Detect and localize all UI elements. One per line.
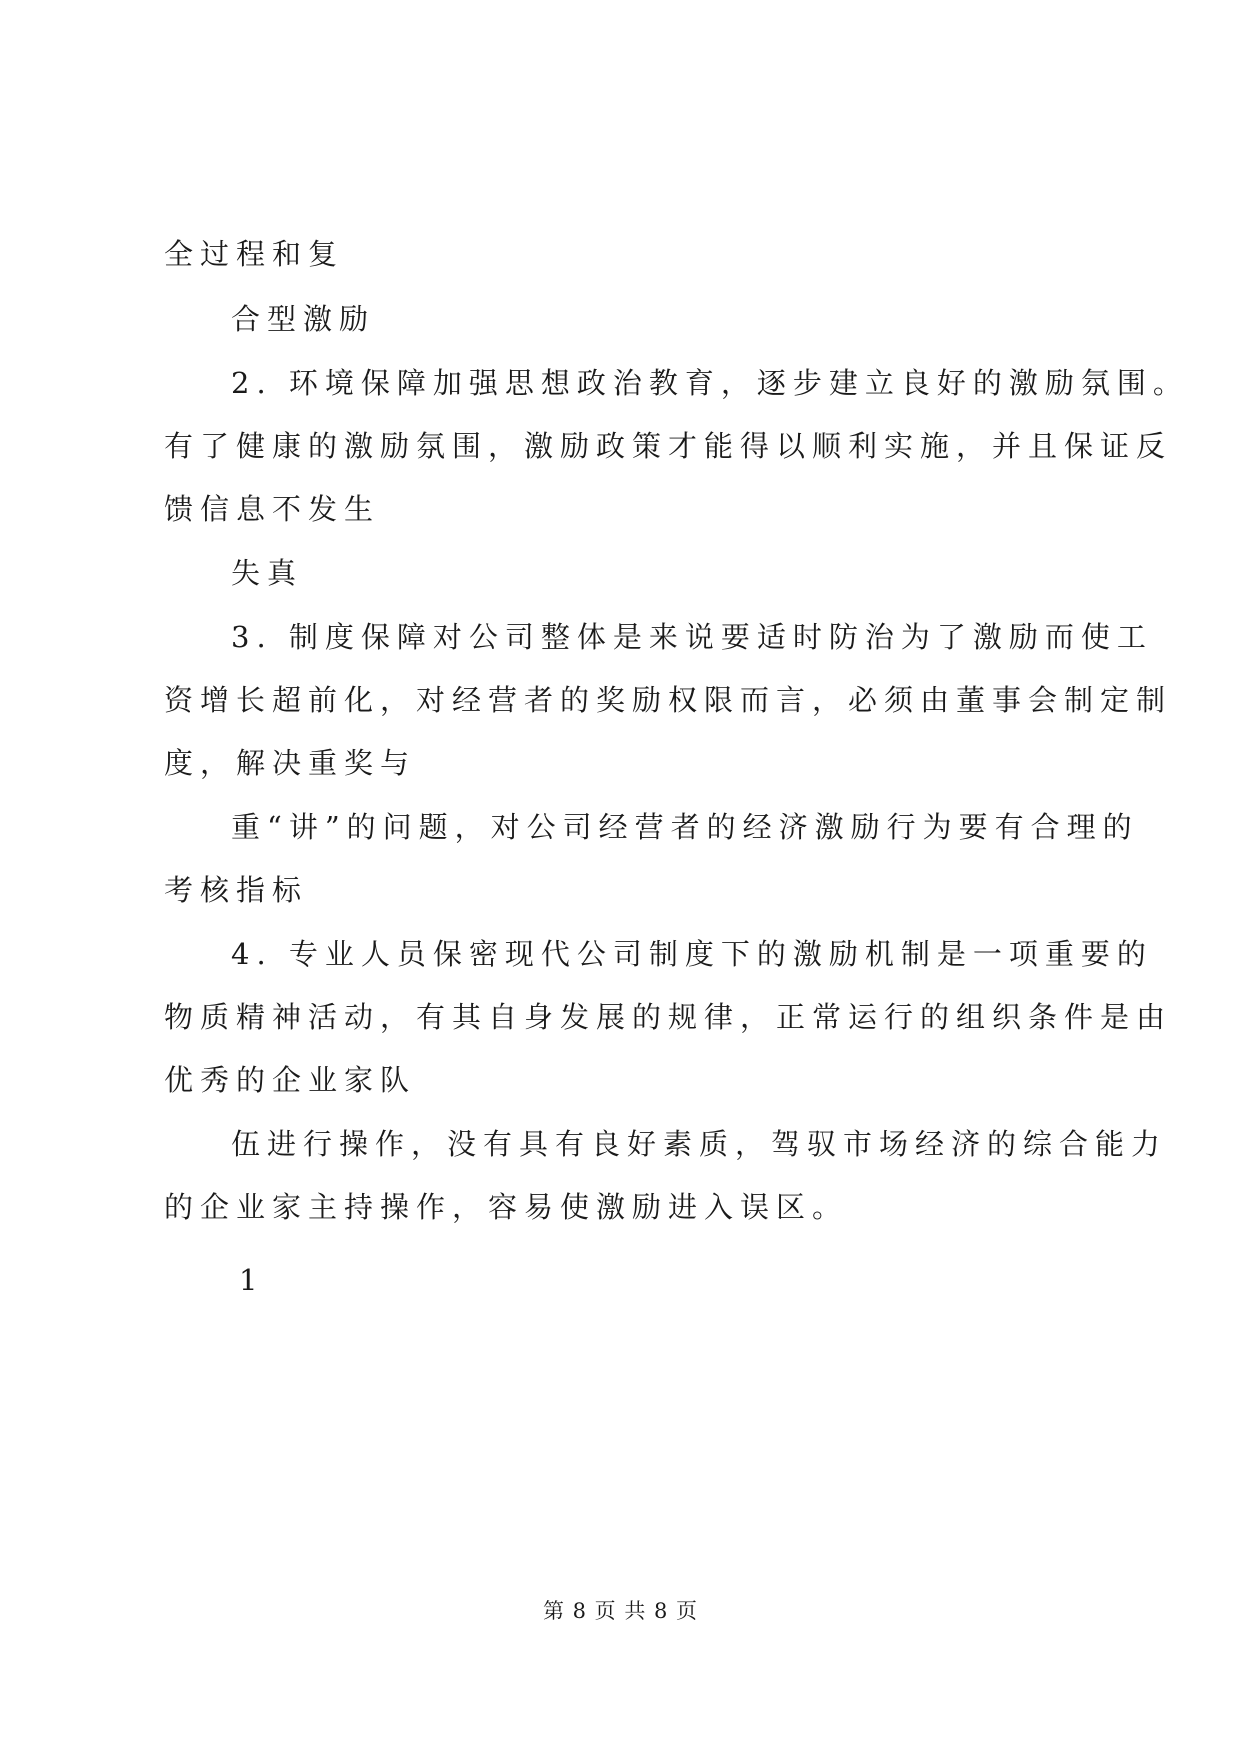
text-line: 合型激励: [231, 302, 376, 336]
paragraph-2-line: 2. 环境保障加强思想政治教育，逐步建立良好的激励氛围。: [231, 366, 1189, 400]
text-line: 伍进行操作，没有具有良好素质，驾驭市场经济的综合能力: [231, 1127, 1168, 1161]
text-line: 考核指标: [164, 873, 309, 907]
text-line: 全过程和复: [164, 237, 345, 271]
text-line: 的企业家主持操作，容易使激励进入误区。: [164, 1190, 849, 1224]
text-line: 失真: [231, 556, 304, 590]
text-line: 物质精神活动，有其自身发展的规律，正常运行的组织条件是由: [164, 1000, 1173, 1034]
text-line: 有了健康的激励氛围，激励政策才能得以顺利实施，并且保证反: [164, 429, 1173, 463]
page-number-footer: 第 8 页 共 8 页: [542, 1599, 699, 1623]
paragraph-4-line: 4. 专业人员保密现代公司制度下的激励机制是一项重要的: [231, 937, 1153, 971]
text-line: 重“讲”的问题，对公司经营者的经济激励行为要有合理的: [231, 810, 1139, 844]
text-line: 优秀的企业家队: [164, 1063, 417, 1097]
footnote-number: 1: [239, 1263, 265, 1297]
text-line: 资增长超前化，对经营者的奖励权限而言，必须由董事会制定制: [164, 683, 1173, 717]
paragraph-3-line: 3. 制度保障对公司整体是来说要适时防治为了激励而使工: [231, 620, 1153, 654]
text-line: 馈信息不发生: [164, 492, 381, 526]
text-line: 度，解决重奖与: [164, 746, 417, 780]
